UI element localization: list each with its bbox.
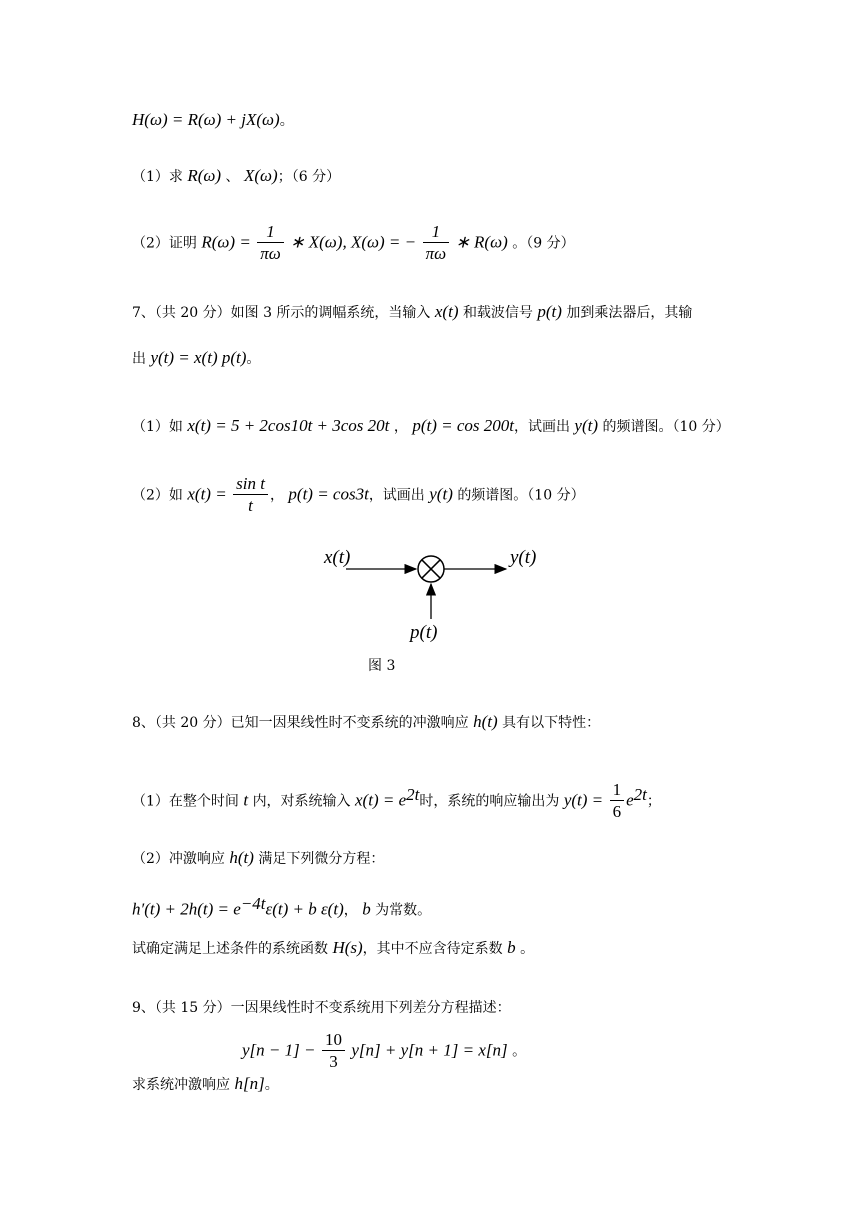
figure-3-modulation-diagram	[300, 535, 560, 680]
fraction-10-over-3: $\frac{10}{3}$	[322, 1030, 345, 1073]
q9-difference-equation: y[n − 1] − $\frac{10}{3}$ y[n] + y[n + 1] = x[n] 。	[242, 1030, 527, 1071]
q9-task: 求系统冲激响应 h[n]。	[132, 1074, 279, 1093]
figure-caption: 图 3	[368, 658, 396, 674]
diagram-input-label: x(t)	[324, 547, 351, 568]
q8-condition1: （1）在整个时间 t 内，对系统输入 $x(t) = e^{2t}$时，系统的响应输出为 y(t) = $\frac{1}{6}$ $e^{2t}$；	[132, 780, 661, 821]
diagram-output-label: y(t)	[510, 547, 537, 568]
h-omega-expression: H(ω) = R(ω) + jX(ω)	[132, 110, 280, 129]
fraction-1-over-6: $\frac{1}{6}$	[610, 780, 625, 823]
q8-task: 试确定满足上述条件的系统函数 H(s)，其中不应含待定系数 b 。	[132, 938, 535, 957]
diagram-carrier-label: p(t)	[410, 622, 438, 643]
q7-intro-line2: 出 y(t) = x(t) p(t)。	[132, 348, 261, 367]
equation-h-omega: H(ω) = R(ω) + jX(ω)。	[132, 110, 294, 129]
q7-part2: （2）如 x(t) = $\frac{\text{sin t}}{t}$ ， p(t) = cos3t，试画出 y(t) 的频谱图。（10 分）	[132, 474, 585, 515]
q6-part1: （1）求 R(ω) 、 X(ω)；（6 分）	[132, 166, 341, 185]
q7-intro: 7、（共 20 分）如图 3 所示的调幅系统，当输入 x(t) 和载波信号 p(t) 加到乘法器后，其输	[132, 302, 693, 321]
q6-part2: （2）证明 R(ω) = $\frac{1}{\pi\omega}$ ∗ X(ω), X(ω) = − $\frac{1}{\pi\omega}$ ∗ R(ω) 。（9 分）	[132, 222, 575, 263]
q9-intro: 9、（共 15 分）一因果线性时不变系统用下列差分方程描述：	[132, 1000, 511, 1016]
fraction-1-over-pi-omega-2: $\frac{1}{\pi\omega}$	[423, 222, 450, 265]
q7-part1: （1）如 x(t) = 5 + 2cos10t + 3cos 20t ， p(t) = cos 200t，试画出 y(t) 的频谱图。（10 分）	[132, 416, 730, 435]
modulation-diagram-svg	[300, 535, 560, 645]
q8-condition2: （2）冲激响应 h(t) 满足下列微分方程：	[132, 848, 385, 867]
fraction-1-over-pi-omega: $\frac{1}{\pi\omega}$	[257, 222, 284, 265]
fraction-sin-t-over-t: $\frac{\text{sin t}}{t}$	[233, 474, 268, 517]
q8-differential-equation: $h'(t) + 2h(t) = e^{-4t}\varepsilon(t) + b$ ε(t)， b 为常数。	[132, 894, 432, 919]
q8-intro: 8、（共 20 分）已知一因果线性时不变系统的冲激响应 h(t) 具有以下特性：	[132, 712, 601, 731]
